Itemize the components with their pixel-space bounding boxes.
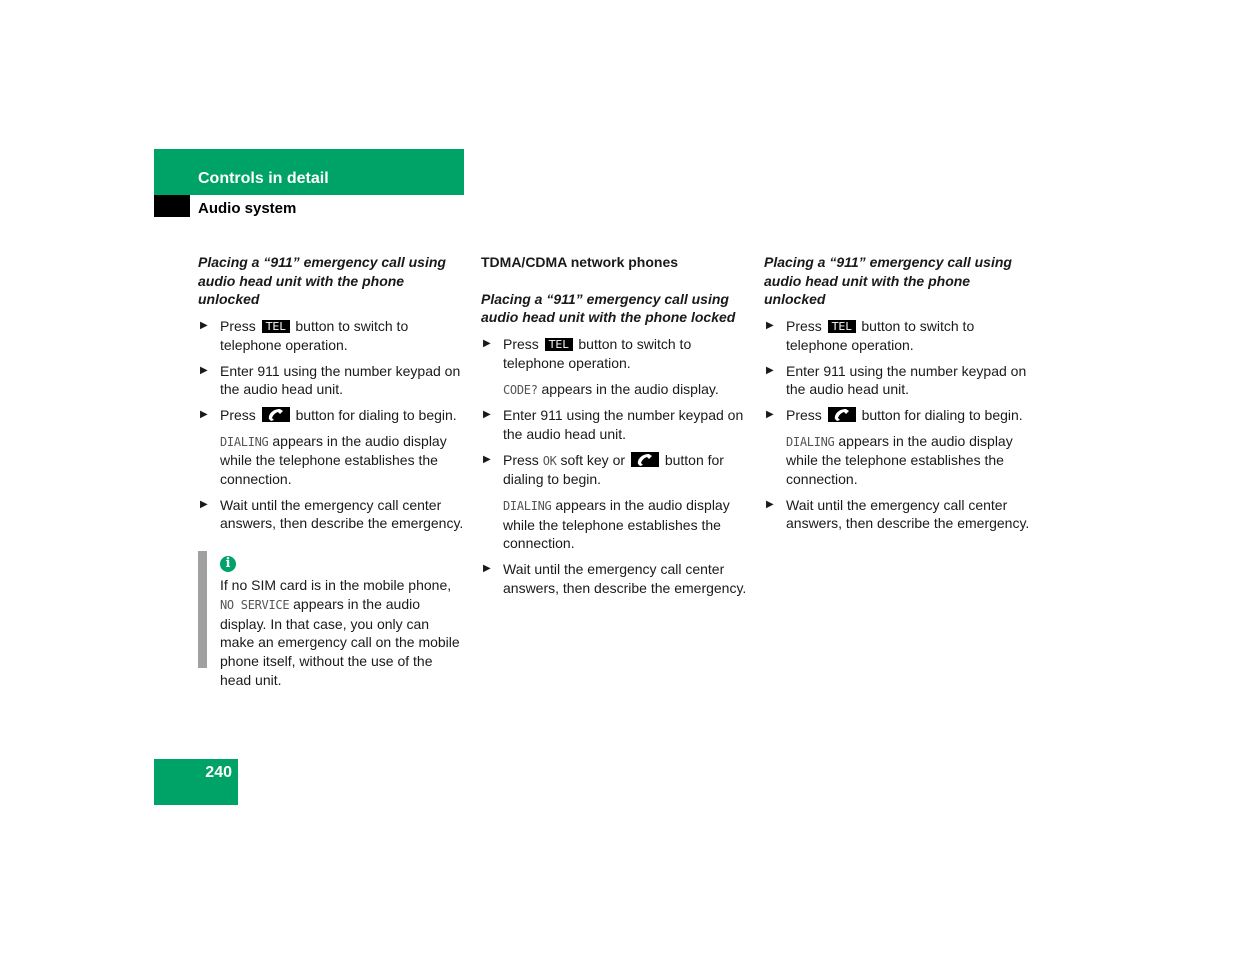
info-icon: i (220, 556, 236, 572)
column-3 (764, 253, 1034, 540)
col3-heading: Placing a “911” emergency call using audio head unit with the phone unlocked (764, 254, 1012, 308)
triangle-right-icon: ▶ (483, 409, 491, 421)
triangle-right-icon: ▶ (766, 320, 774, 332)
phone-handset-icon (262, 407, 290, 422)
triangle-right-icon: ▶ (766, 408, 774, 420)
col3-note-1: DIALING appears in the audio display while the telephone establishes the connection. (786, 432, 1013, 488)
subsection-title: Audio system (198, 200, 297, 217)
col1-note-1: DIALING appears in the audio display while the telephone establishes the connection. (220, 432, 447, 488)
col2-step-2: ▶ Enter 911 using the number keypad on the audio head unit. (483, 407, 744, 442)
subsection-marker (154, 195, 190, 217)
triangle-right-icon: ▶ (200, 408, 208, 420)
col1-step-4: ▶ Wait until the emergency call center answers, then describe the emergency. (200, 496, 464, 532)
col2-step-3: ▶ Press OK soft key or button for dialing to begin. (483, 451, 724, 488)
col1-step-3: ▶ Press button for dialing to begin. (200, 406, 457, 423)
triangle-right-icon: ▶ (766, 498, 774, 510)
col2-step-1: ▶ Press TEL button to switch to telephone operation. (483, 336, 692, 371)
display-code: DIALING (220, 434, 269, 449)
info-text: If no SIM card is in the mobile phone, NO SERVICE appears in the audio display. In that case, you only can make an emergency call on the mobile phone itself, without the use of the head unit. (220, 577, 460, 688)
col1-heading: Placing a “911” emergency call using audio head unit with the phone unlocked (198, 254, 446, 308)
triangle-right-icon: ▶ (200, 320, 208, 332)
col2-title: TDMA/CDMA network phones (481, 254, 679, 270)
col1-step-1: ▶ Press TEL button to switch to telephone operation. (200, 318, 409, 353)
section-title: Controls in detail (198, 170, 329, 187)
tel-key-icon: TEL (262, 320, 290, 333)
triangle-right-icon: ▶ (200, 364, 208, 376)
col2-note-1: CODE? appears in the audio display. (503, 380, 719, 397)
info-bar (198, 551, 207, 668)
display-code: NO SERVICE (220, 597, 290, 612)
col1-step-2: ▶ Enter 911 using the number keypad on the audio head unit. (200, 362, 461, 398)
column-1 (198, 253, 466, 689)
col2-heading: Placing a “911” emergency call using audio head unit with the phone locked (481, 290, 736, 326)
display-code: CODE? (503, 382, 538, 397)
phone-handset-icon (828, 407, 856, 422)
col2-note-2: DIALING appears in the audio display while the telephone establishes the connection. (503, 497, 730, 552)
col2-step-4: ▶ Wait until the emergency call center answers, then describe the emergency. (483, 561, 747, 596)
phone-handset-icon (631, 452, 659, 467)
softkey-label: OK (542, 453, 557, 468)
info-box (198, 553, 466, 689)
display-code: DIALING (503, 499, 552, 514)
tel-key-icon: TEL (545, 338, 573, 351)
triangle-right-icon: ▶ (483, 338, 491, 350)
column-2 (481, 253, 751, 605)
col3-step-3: ▶ Press button for dialing to begin. (766, 406, 1023, 423)
display-code: DIALING (786, 434, 835, 449)
col3-step-2: ▶ Enter 911 using the number keypad on the audio head unit. (766, 362, 1027, 398)
triangle-right-icon: ▶ (200, 498, 208, 510)
page-number: 240 (205, 764, 232, 781)
tel-key-icon: TEL (828, 320, 856, 333)
triangle-right-icon: ▶ (483, 453, 491, 465)
triangle-right-icon: ▶ (483, 563, 491, 575)
triangle-right-icon: ▶ (766, 364, 774, 376)
col3-step-4: ▶ Wait until the emergency call center answers, then describe the emergency. (766, 496, 1030, 532)
col3-step-1: ▶ Press TEL button to switch to telephone operation. (766, 318, 975, 353)
